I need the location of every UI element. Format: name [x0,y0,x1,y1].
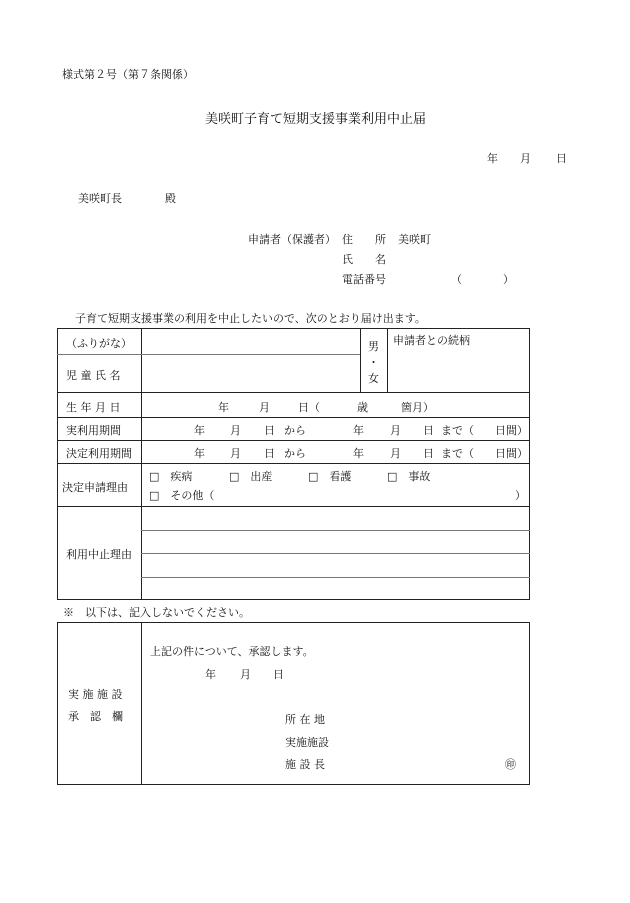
phone-paren-close: ） [503,273,514,286]
approval-label-1: 実 施 施 設 [68,688,123,701]
decided-period-label: 決定利用期間 [66,447,132,460]
period-part: 年 [194,447,205,460]
period-part: まで（ [441,424,474,437]
phone-label: 電話番号 [342,273,386,286]
reason-birth[interactable]: □ 出産 [229,470,273,483]
reason-accident[interactable]: □ 事故 [387,470,431,483]
period-part: から [284,447,306,460]
gender-dot: ・ [368,356,379,369]
period-part: 日 [264,424,275,437]
period-part: 月 [390,447,401,460]
row-line [57,440,530,441]
address-value: 美咲町 [398,233,431,246]
period-part: 年 [353,424,364,437]
actual-period-label: 実利用期間 [66,424,121,437]
phone-paren-open: （ [451,273,462,286]
addressee-honorific: 殿 [165,192,176,205]
row-line [57,417,530,418]
reason-line [141,530,530,531]
location-label: 所 在 地 [285,713,325,726]
gender-male: 男 [368,340,379,353]
furigana-line [57,354,360,355]
furigana-label: （ふりがな） [66,337,132,350]
reason-other-close: ） [515,489,526,502]
period-part: 日 [423,447,434,460]
reason-line [141,577,530,578]
birth-label: 生 年 月 日 [66,401,121,414]
reason-line [141,553,530,554]
gender-female: 女 [368,372,379,385]
date-year: 年 [487,152,498,165]
child-name-label: 児 童 氏 名 [66,369,121,382]
birth-day: 日（ [298,401,320,414]
period-part: 月 [390,424,401,437]
col-divider [141,328,142,600]
birth-year: 年 [218,401,229,414]
date-day: 日 [556,152,567,165]
address-label: 住 所 [342,233,386,246]
period-part: 年 [353,447,364,460]
approval-year: 年 [205,668,216,681]
period-part: 日 [423,424,434,437]
period-part: 年 [194,424,205,437]
name-label: 氏 名 [342,253,386,266]
approval-label-2: 承 認 欄 [68,710,123,723]
period-part: 月 [230,424,241,437]
approval-day: 日 [273,668,284,681]
reason-nursing[interactable]: □ 看護 [308,470,352,483]
reason-other[interactable]: □ その他（ [149,489,215,502]
reason-label: 決定申請理由 [62,481,128,494]
row-line [57,392,530,393]
approval-statement: 上記の件について、承認します。 [150,645,314,658]
approval-divider [141,622,142,785]
period-part: 日間） [495,424,528,437]
period-part: から [284,424,306,437]
addressee-name: 美咲町長 [78,192,122,205]
facility-label: 実施施設 [285,736,329,749]
period-part: 月 [230,447,241,460]
page-title: 美咲町子育て短期支援事業利用中止届 [205,112,427,127]
gender-right-line [387,328,388,392]
birth-months: 箇月） [401,401,434,414]
reason-illness[interactable]: □ 疾病 [149,470,193,483]
period-part: まで（ [441,447,474,460]
relation-label: 申請者との続柄 [393,334,470,347]
birth-age: 歳 [357,401,368,414]
note-text: ※ 以下は、記入しないでください。 [63,606,250,619]
stop-reason-label: 利用中止理由 [66,548,132,561]
seal-icon: ㊞ [505,758,516,771]
gender-left-line [360,328,361,392]
intro-text: 子育て短期支援事業の利用を中止したいので、次のとおり届け出ます。 [75,312,426,325]
form-number: 様式第２号（第７条関係） [62,68,194,81]
row-line [57,506,530,507]
period-part: 日間） [495,447,528,460]
director-label: 施 設 長 [285,758,325,771]
applicant-label: 申請者（保護者） [248,233,336,246]
approval-month: 月 [240,668,251,681]
row-line [57,463,530,464]
birth-month: 月 [259,401,270,414]
date-month: 月 [520,152,531,165]
period-part: 日 [264,447,275,460]
